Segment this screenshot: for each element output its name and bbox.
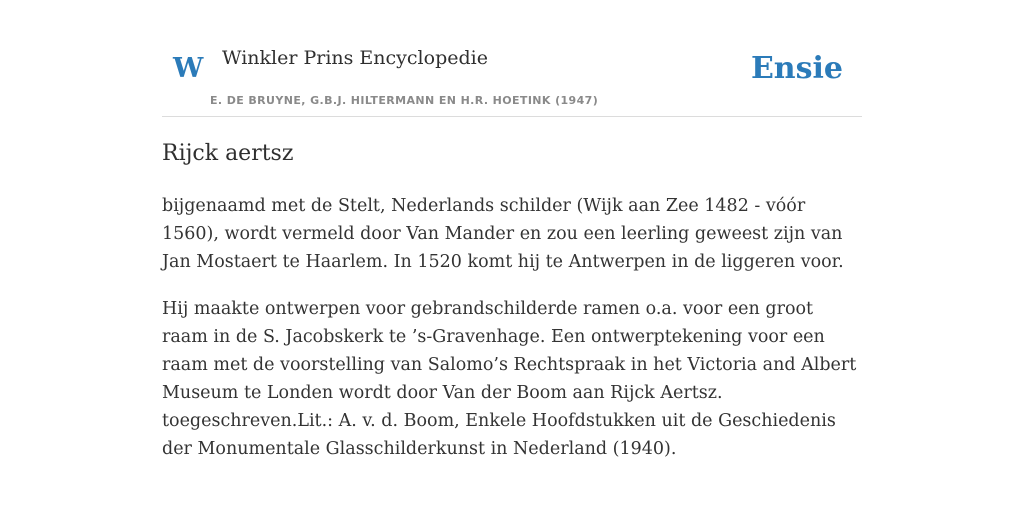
brand-logo[interactable]: Ensie — [750, 51, 843, 86]
article-body — [162, 192, 862, 482]
logo-icon[interactable]: W — [173, 53, 204, 84]
page — [162, 0, 862, 459]
authors-line: E. DE BRUYNE, G.B.J. HILTERMANN EN H.R. HOETINK (1947) — [210, 94, 599, 107]
article-paragraph-2: Hij maakte ontwerpen voor gebrandschilderde ramen o.a. voor een groot raam in de S. Jacobskerk te ’s-Gravenhage. Een ontwerptekening voor een raam met de voorstelling van Salomo’s Rechtspraak in het Victoria and Albert Museum te Londen wordt door Van der Boom aan Rijck Aertsz. toegeschreven.Lit.: A. v. d. Boom, Enkele Hoofdstukken uit de Geschiedenis der Monumentale Glasschilderkunst in Nederland (1940). — [162, 299, 857, 459]
article-paragraph-1: bijgenaamd met de Stelt, Nederlands schilder (Wijk aan Zee 1482 - vóór 1560), wordt vermeld door Van Mander en zou een leerling geweest zijn van Jan Mostaert te Haarlem. In 1520 komt hij te Antwerpen in de liggeren voor. — [162, 196, 844, 272]
series-title[interactable]: Winkler Prins Encyclopedie — [222, 47, 488, 69]
header — [162, 0, 862, 117]
article-title: Rijck aertsz — [162, 141, 294, 166]
